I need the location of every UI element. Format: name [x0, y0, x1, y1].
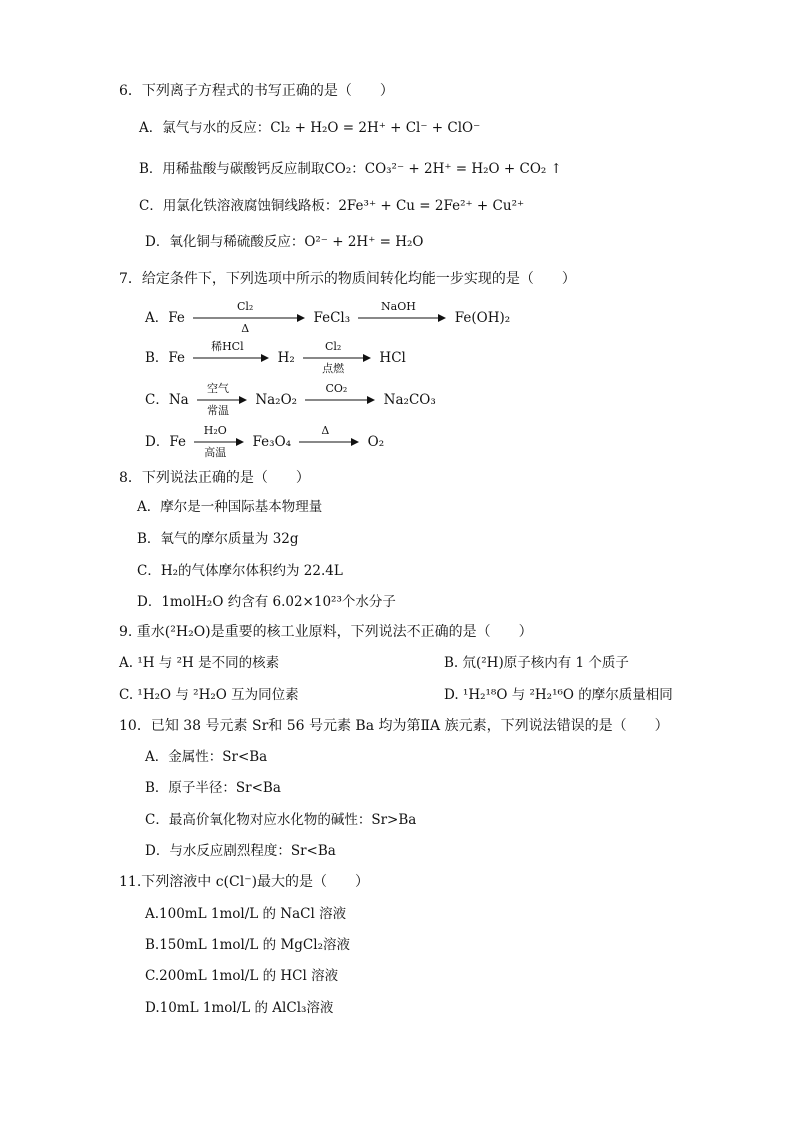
option-text: B．用稀盐酸与碳酸钙反应制取CO₂：: [139, 161, 365, 177]
option-label: D．: [145, 434, 170, 450]
q9-stem: 9. 重水(²H₂O)是重要的核工业原料，下列说法不正确的是（ ）: [119, 624, 533, 640]
q9-option-a: A. ¹H 与 ²H 是不同的核素: [119, 655, 280, 671]
substance: Fe: [168, 350, 186, 366]
equation: CO₃²⁻ + 2H⁺ = H₂O + CO₂ ↑: [364, 161, 562, 177]
q11-option-c: C.200mL 1mol/L 的 HCl 溶液: [145, 968, 339, 984]
q7-option-b: [145, 340, 406, 375]
substance: Na₂O₂: [255, 392, 298, 408]
option-label: C．: [145, 392, 169, 408]
q8-option-d: D．1molH₂O 约含有 6.02×10²³个水分子: [137, 594, 396, 610]
equation: O²⁻ + 2H⁺ = H₂O: [304, 234, 424, 250]
arrow-condition-top: CO₂: [325, 382, 348, 395]
q6-option-a: [139, 119, 480, 137]
q11-option-b: B.150mL 1mol/L 的 MgCl₂溶液: [145, 937, 350, 953]
option-label: B．: [145, 350, 169, 366]
option-text: A．氯气与水的反应：: [139, 120, 271, 136]
equation: Cl₂ + H₂O = 2H⁺ + Cl⁻ + ClO⁻: [270, 120, 481, 136]
q7-option-a: [145, 300, 511, 335]
q9-option-b: B. 氘(²H)原子核内有 1 个质子: [444, 655, 629, 671]
q7-option-d: [145, 424, 385, 459]
reaction-arrow: [303, 340, 371, 375]
reaction-arrow: [358, 300, 446, 333]
reaction-arrow: [305, 382, 375, 415]
q10-stem: 10．已知 38 号元素 Sr和 56 号元素 Ba 均为第ⅡA 族元素，下列说法错误的是（ ）: [119, 718, 669, 734]
substance: H₂: [277, 350, 295, 366]
q10-option-d: D．与水反应剧烈程度：Sr<Ba: [145, 843, 336, 859]
q9-option-d: D. ¹H₂¹⁸O 与 ²H₂¹⁶O 的摩尔质量相同: [444, 687, 673, 703]
q8-stem: 8．下列说法正确的是（ ）: [119, 470, 310, 486]
q11-option-a: A.100mL 1mol/L 的 NaCl 溶液: [145, 906, 347, 922]
arrow-condition-bottom: 高温: [204, 446, 227, 459]
q10-option-c: C．最高价氧化物对应水化物的碱性：Sr>Ba: [145, 812, 417, 828]
arrow-condition-bottom: Δ: [241, 322, 250, 335]
q11-option-d: D.10mL 1mol/L 的 AlCl₃溶液: [145, 1000, 334, 1016]
substance: Fe: [168, 310, 185, 326]
arrow-condition-bottom: 常温: [207, 404, 230, 417]
arrow-condition-top: 稀HCl: [211, 340, 244, 353]
substance: Fe(OH)₂: [454, 310, 511, 326]
q7-option-c: [145, 382, 436, 417]
q9-option-c: C. ¹H₂O 与 ²H₂O 互为同位素: [119, 687, 299, 703]
q6-option-d: [145, 233, 423, 251]
equation: 2Fe³⁺ + Cu = 2Fe²⁺ + Cu²⁺: [338, 198, 525, 214]
q6-stem: 6．下列离子方程式的书写正确的是（ ）: [119, 83, 394, 99]
reaction-arrow: [193, 300, 305, 335]
substance: Fe: [169, 434, 186, 450]
q8-option-b: B．氧气的摩尔质量为 32g: [137, 531, 299, 547]
substance: HCl: [379, 350, 406, 366]
arrow-condition-top: H₂O: [203, 424, 227, 437]
q10-option-b: B．原子半径：Sr<Ba: [145, 780, 281, 796]
q8-option-c: C．H₂的气体摩尔体积约为 22.4L: [137, 563, 343, 579]
q8-option-a: A．摩尔是一种国际基本物理量: [137, 499, 323, 515]
arrow-condition-top: NaOH: [381, 300, 416, 313]
option-text: C．用氯化铁溶液腐蚀铜线路板：: [139, 198, 339, 214]
option-text: D．氧化铜与稀硫酸反应：: [145, 234, 305, 250]
arrow-condition-top: 空气: [207, 382, 230, 395]
substance: Fe₃O₄: [252, 434, 292, 450]
substance: Na: [168, 392, 189, 408]
q10-option-a: A．金属性：Sr<Ba: [145, 749, 268, 765]
option-label: A．: [145, 310, 169, 326]
reaction-arrow: [299, 424, 359, 457]
q11-stem: 11.下列溶液中 c(Cl⁻)最大的是（ ）: [119, 874, 370, 890]
reaction-arrow: [194, 424, 244, 459]
arrow-condition-top: Δ: [321, 424, 330, 437]
q7-stem: 7．给定条件下，下列选项中所示的物质间转化均能一步实现的是（ ）: [119, 271, 576, 287]
substance: FeCl₃: [313, 310, 351, 326]
substance: O₂: [367, 434, 385, 450]
arrow-condition-top: Cl₂: [324, 340, 342, 353]
q6-option-b: [139, 160, 562, 178]
reaction-arrow: [197, 382, 247, 417]
arrow-condition-bottom: 点燃: [322, 362, 345, 375]
q6-option-c: [139, 197, 524, 215]
substance: Na₂CO₃: [383, 392, 436, 408]
reaction-arrow: [193, 340, 269, 373]
arrow-condition-top: Cl₂: [236, 300, 254, 313]
